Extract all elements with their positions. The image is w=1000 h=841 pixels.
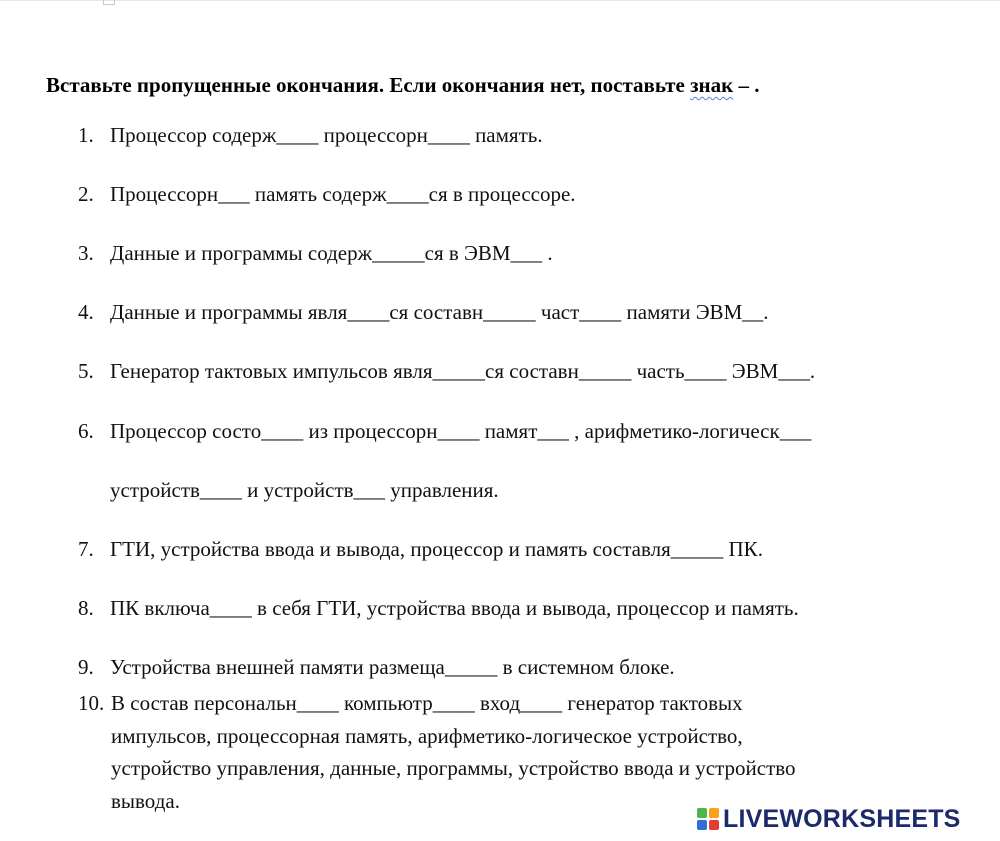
item-text: Данные и программы явля____ся составн_____ част____ памяти ЭВМ__. [110, 300, 769, 324]
item-number: 1. [78, 123, 94, 147]
heading-spellcheck-word: знак [690, 73, 734, 97]
heading-sign: – . [733, 73, 760, 97]
item-text: ПК включа____ в себя ГТИ, устройства ввода и вывода, процессор и память. [110, 596, 799, 620]
logo-square-red [709, 820, 719, 830]
item-text: Данные и программы содерж_____ся в ЭВМ___ . [110, 241, 553, 265]
item-text: Процессор состо____ из процессорн____ памят___ , арифметико-логическ___ [110, 419, 812, 443]
item-number: 10. [78, 691, 105, 715]
item-text: Устройства внешней памяти размеща_____ в системном блоке. [110, 655, 675, 679]
item-text: Генератор тактовых импульсов явля_____ся составн_____ часть____ ЭВМ___. [110, 359, 816, 383]
logo-icon [697, 808, 719, 830]
logo-wordmark: LIVEWORKSHEETS [723, 804, 961, 833]
item-number: 5. [78, 359, 94, 383]
item-text: Процессор содерж____ процессорн____ память. [110, 123, 543, 147]
item-number: 6. [78, 419, 94, 443]
top-rule [0, 0, 1000, 1]
list-item-10 [78, 687, 978, 817]
item-number: 7. [78, 537, 94, 561]
liveworksheets-logo [697, 803, 961, 835]
item-text: В состав персональн____ компьютр____ вход____ генератор тактовых импульсов, процессорная память, арифметико-логическое устройство, устройство управления, данные, программы, устройство ввода и устройство вывода. [111, 691, 796, 813]
item-text: устройств____ и устройств___ управления. [110, 478, 499, 502]
paragraph-marker [103, 0, 115, 5]
item-number: 8. [78, 596, 94, 620]
heading-text: Вставьте пропущенные окончания. Если окончания нет, поставьте [46, 73, 691, 97]
item-text: Процессорн___ память содерж____ся в процессоре. [110, 182, 576, 206]
instruction-heading [46, 73, 986, 98]
logo-square-orange [709, 808, 719, 818]
item-number: 4. [78, 300, 94, 324]
item-number: 2. [78, 182, 94, 206]
item-text: ГТИ, устройства ввода и вывода, процессор и память составля_____ ПК. [110, 537, 763, 561]
logo-square-blue [697, 820, 707, 830]
item-number: 9. [78, 655, 94, 679]
item-number: 3. [78, 241, 94, 265]
logo-square-green [697, 808, 707, 818]
